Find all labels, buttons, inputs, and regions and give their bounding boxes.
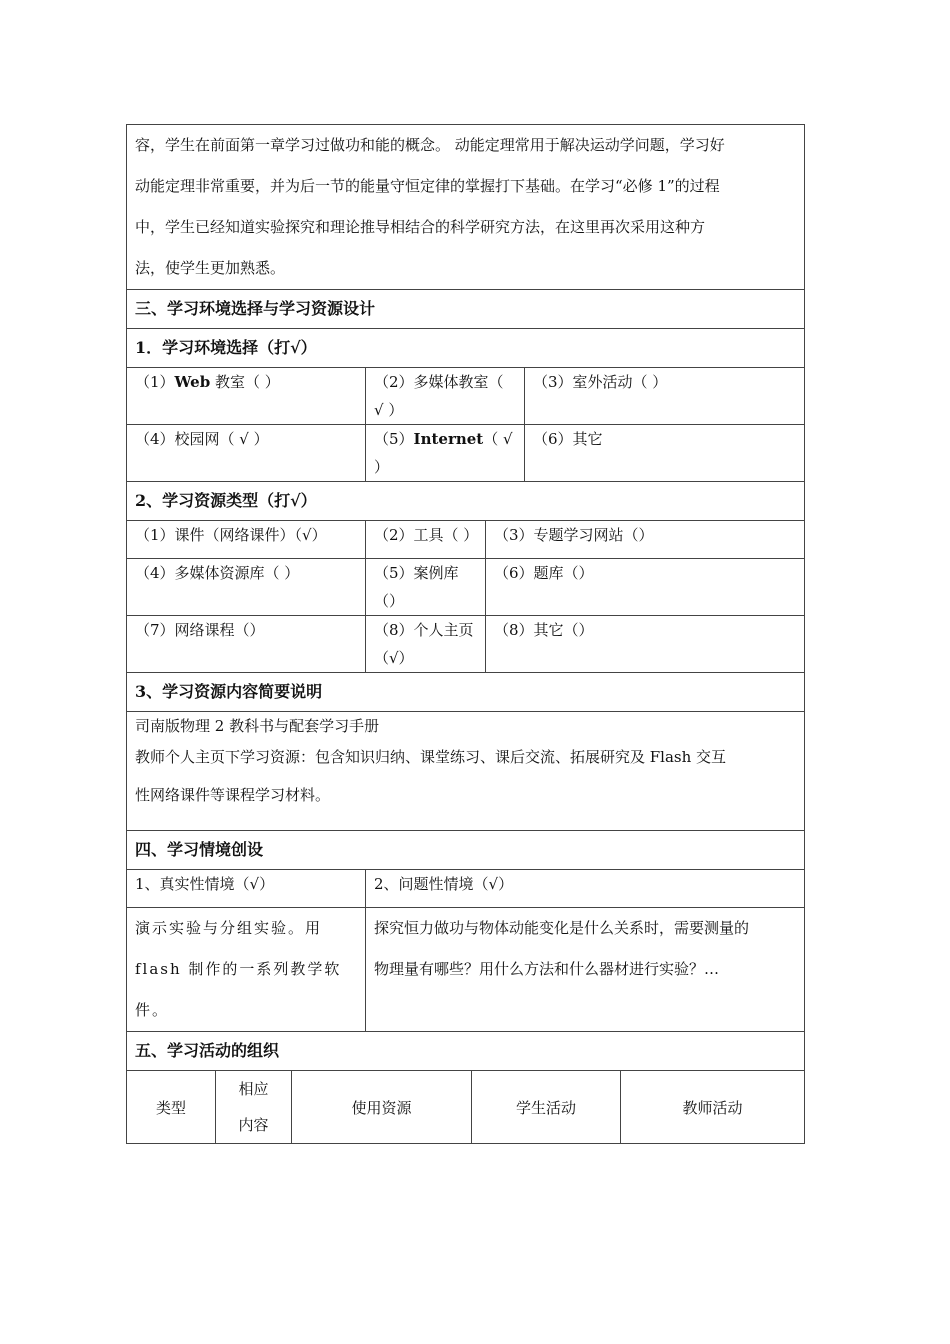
type-option: （6）题库（） bbox=[486, 559, 805, 616]
intro-line: 中，学生已经知道实验探究和理论推导相结合的科学研究方法，在这里再次采用这种方 bbox=[135, 218, 706, 236]
type-option: （4）多媒体资源库（ ） bbox=[127, 559, 366, 616]
real-context-head: 1、真实性情境（√） bbox=[127, 870, 366, 908]
type-option: （3）专题学习网站（） bbox=[486, 521, 805, 559]
intro-line: 容，学生在前面第一章学习过做功和能的概念。 动能定理常用于解决运动学问题，学习好 bbox=[135, 136, 725, 154]
content-row bbox=[127, 712, 805, 831]
env-title-row bbox=[127, 329, 805, 368]
type-option: （8）其它（） bbox=[486, 616, 805, 673]
content-line: 司南版物理 2 教科书与配套学习手册 bbox=[135, 717, 380, 735]
column-teacher-activity: 教师活动 bbox=[621, 1071, 805, 1144]
column-type: 类型 bbox=[127, 1071, 216, 1144]
context-head-row bbox=[127, 870, 805, 908]
real-context-body: 演示实验与分组实验。用 flash 制作的一系列教学软 件。 bbox=[127, 908, 366, 1032]
content-title-row bbox=[127, 673, 805, 712]
types-title-row bbox=[127, 482, 805, 521]
section5-title-row bbox=[127, 1032, 805, 1071]
env-row-1 bbox=[127, 368, 805, 425]
section3-title-row bbox=[127, 290, 805, 329]
intro-paragraph bbox=[127, 125, 805, 290]
content-line: 教师个人主页下学习资源：包含知识归纳、课堂练习、课后交流、拓展研究及 Flash 交互 bbox=[135, 748, 727, 766]
env-option-outdoor: （3）室外活动（ ） bbox=[525, 368, 805, 425]
section5-title: 五、学习活动的组织 bbox=[127, 1032, 805, 1071]
env-option-web: （1）Web 教室（ ） bbox=[127, 368, 366, 425]
env-option-multimedia: （2）多媒体教室（ √ ） bbox=[366, 368, 525, 425]
intro-line: 动能定理非常重要，并为后一节的能量守恒定律的掌握打下基础。在学习“必修 1”的过程 bbox=[135, 177, 720, 195]
activity-header-row bbox=[127, 1071, 805, 1144]
type-option: （7）网络课程（） bbox=[127, 616, 366, 673]
env-option-internet: （5）Internet（ √ ） bbox=[366, 425, 525, 482]
section4-title: 四、学习情境创设 bbox=[127, 831, 805, 870]
type-option: （1）课件（网络课件）（√） bbox=[127, 521, 366, 559]
type-option: （2）工具（ ） bbox=[366, 521, 486, 559]
env-option-campus: （4）校园网（ √ ） bbox=[127, 425, 366, 482]
document-page bbox=[126, 124, 804, 1144]
types-row-3 bbox=[127, 616, 805, 673]
content-title: 3、学习资源内容简要说明 bbox=[127, 673, 805, 712]
env-title: 1．学习环境选择（打√） bbox=[127, 329, 805, 368]
intro-row bbox=[127, 125, 805, 290]
content-line: 性网络课件等课程学习材料。 bbox=[135, 786, 331, 804]
problem-context-head: 2、问题性情境（√） bbox=[366, 870, 805, 908]
env-row-2 bbox=[127, 425, 805, 482]
problem-context-body: 探究恒力做功与物体动能变化是什么关系时，需要测量的 物理量有哪些？用什么方法和什么器材进行实验？… bbox=[366, 908, 805, 1032]
column-content: 相应 内容 bbox=[216, 1071, 292, 1144]
context-body-row bbox=[127, 908, 805, 1032]
type-option: （8）个人主页（√） bbox=[366, 616, 486, 673]
section4-title-row bbox=[127, 831, 805, 870]
types-row-1 bbox=[127, 521, 805, 559]
lesson-plan-table bbox=[126, 124, 805, 1144]
column-student-activity: 学生活动 bbox=[472, 1071, 621, 1144]
section3-title: 三、学习环境选择与学习资源设计 bbox=[127, 290, 805, 329]
types-title: 2、学习资源类型（打√） bbox=[127, 482, 805, 521]
content-description bbox=[127, 712, 805, 831]
intro-line: 法，使学生更加熟悉。 bbox=[135, 259, 286, 277]
column-resources: 使用资源 bbox=[292, 1071, 472, 1144]
env-option-other: （6）其它 bbox=[525, 425, 805, 482]
types-row-2 bbox=[127, 559, 805, 616]
type-option: （5）案例库（） bbox=[366, 559, 486, 616]
